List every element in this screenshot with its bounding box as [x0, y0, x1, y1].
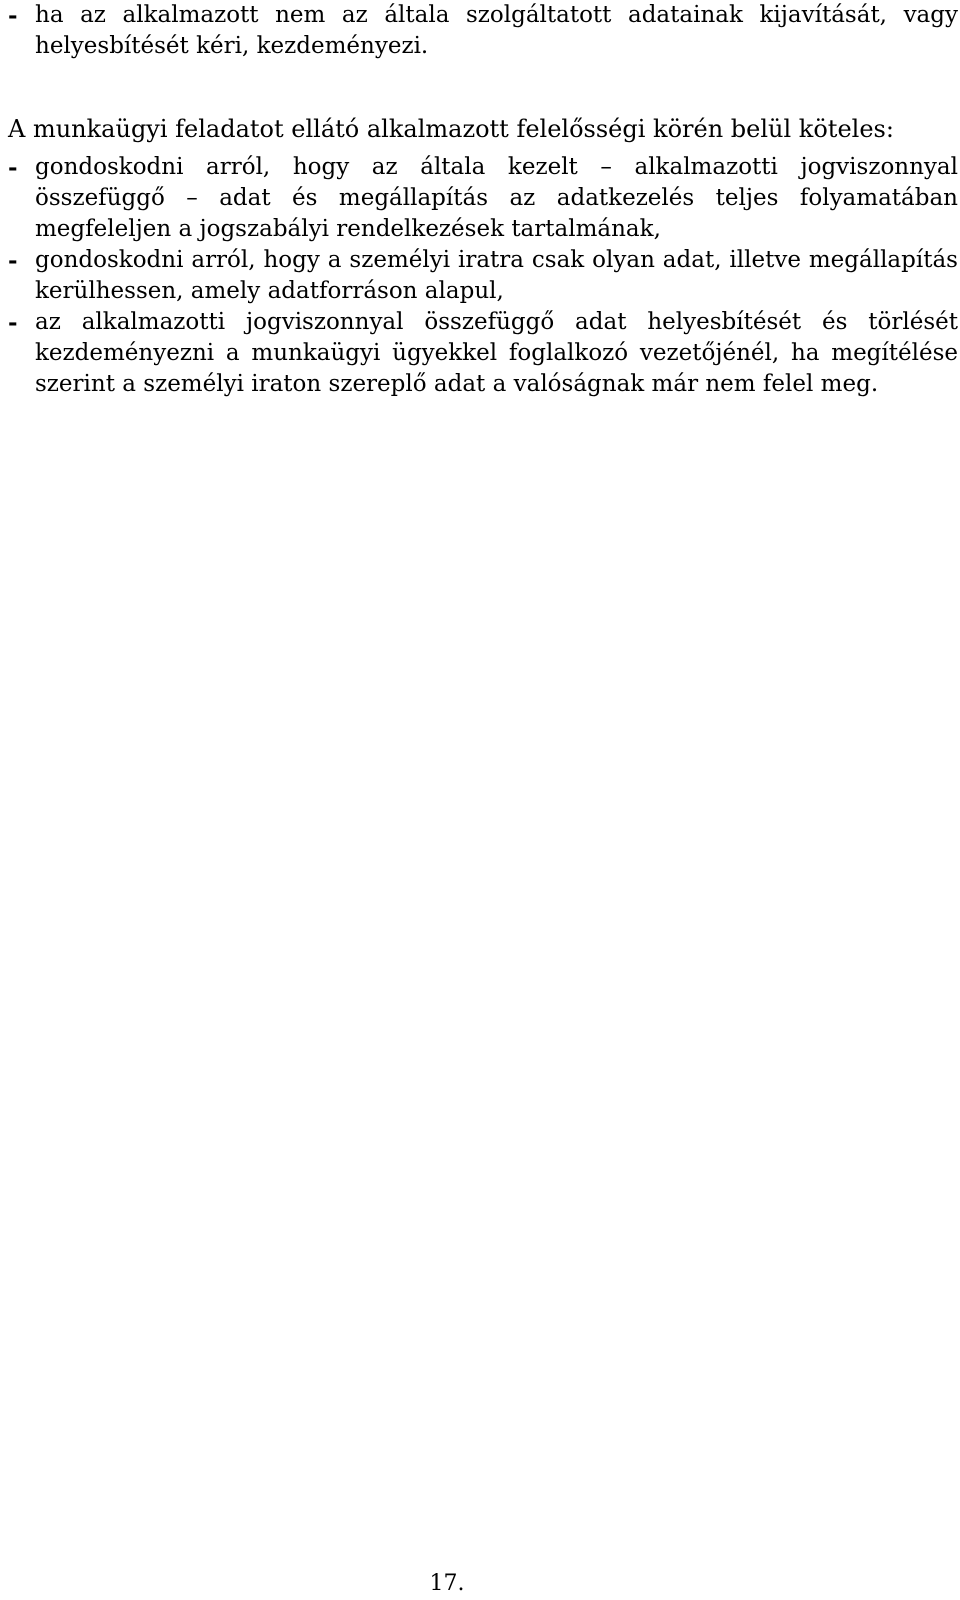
intro-paragraph: A munkaügyi feladatot ellátó alkalmazott felelősségi körén belül köteles: — [8, 115, 894, 143]
first-item-section — [8, 0, 958, 62]
list-item-text: ha az alkalmazott nem az általa szolgáltatott adatainak kijavítását, vagy helyesbítését kéri, kezdeményezi. — [35, 2, 958, 59]
list-item-text: gondoskodni arról, hogy a személyi iratra csak olyan adat, illetve megállapítás kerülhessen, amely adatforráson alapul, — [35, 247, 958, 304]
list-bullet: - — [8, 247, 18, 274]
duties-list — [8, 152, 958, 400]
list-item-text: az alkalmazotti jogviszonnyal összefüggő adat helyesbítését és törlését kezdeményezni a munkaügyi ügyekkel foglalkozó vezetőjénél, ha megítélése szerint a személyi iraton szereplő adat a valóságnak már nem felel meg. — [35, 309, 958, 397]
list-bullet: - — [8, 154, 18, 181]
page-number: 17. — [429, 1571, 465, 1596]
list-item — [8, 245, 958, 307]
list-bullet: - — [8, 309, 18, 336]
list-item — [8, 307, 958, 400]
list-bullet: - — [8, 2, 18, 29]
list-item-text: gondoskodni arról, hogy az általa kezelt – alkalmazotti jogviszonnyal összefüggő – adat és megállapítás az adatkezelés teljes folyamatában megfeleljen a jogszabályi rendelkezések tartalmának, — [35, 154, 958, 242]
list-item — [8, 152, 958, 245]
list-item — [8, 0, 958, 62]
